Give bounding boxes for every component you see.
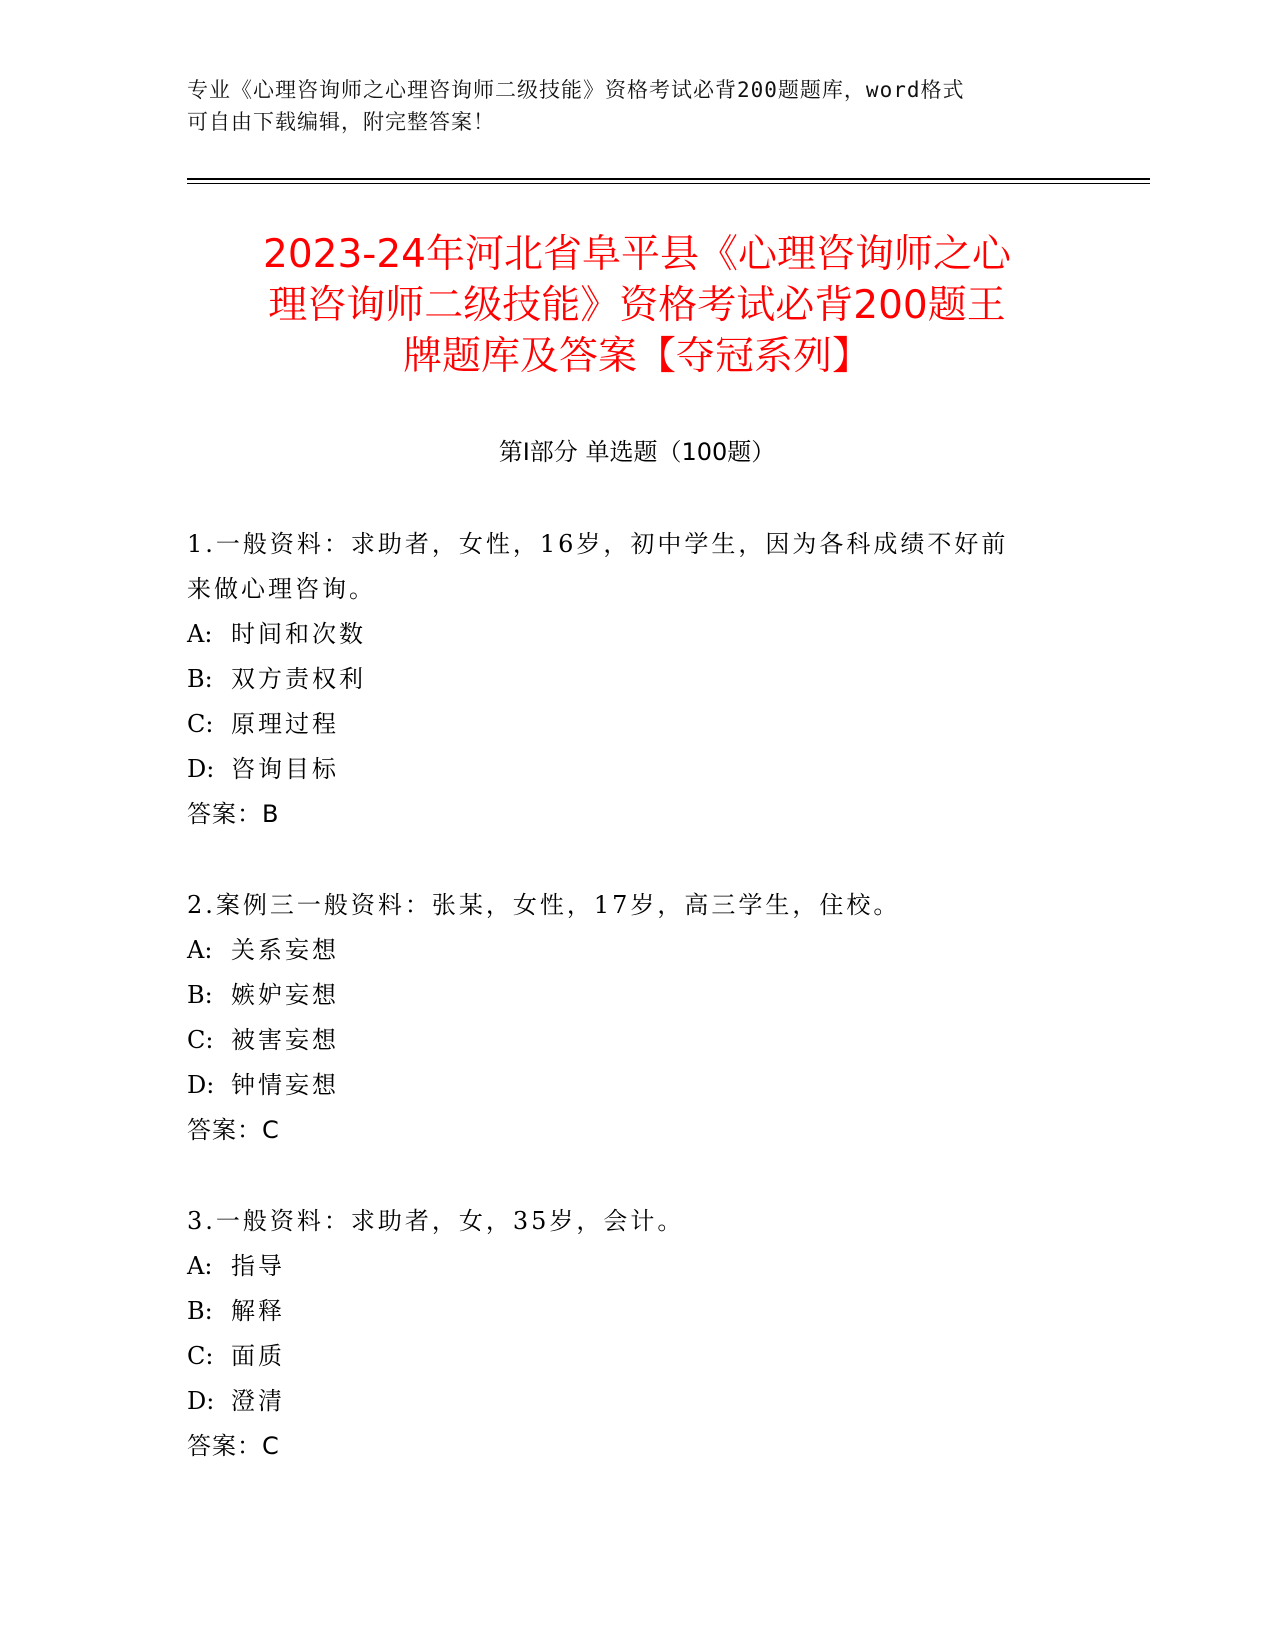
question-stem (187, 1199, 1067, 1244)
answer-line: 答案：B (187, 800, 280, 828)
header-note (187, 74, 1067, 138)
option-d (187, 747, 1067, 792)
question-stem (187, 522, 1067, 612)
option-c (187, 702, 1067, 747)
option-text: 嫉妒妄想 (231, 981, 339, 1009)
header-note-line-2: 可自由下载编辑，附完整答案！ (187, 110, 495, 134)
option-text: 咨询目标 (231, 755, 339, 783)
document-title-line-3: 牌题库及答案【夺冠系列】 (402, 334, 871, 379)
document-title-line-2: 理咨询师二级技能》资格考试必背200题王 (268, 283, 1006, 328)
question-stem-line: 来做心理咨询。 (187, 575, 376, 603)
option-text: 时间和次数 (231, 620, 366, 648)
header-note-line-1: 专业《心理咨询师之心理咨询师二级技能》资格考试必背200题题库，word格式 (187, 78, 965, 102)
option-b (187, 973, 1067, 1018)
question-stem-line: 3.一般资料：求助者，女，35岁，会计。 (187, 1207, 685, 1235)
option-d (187, 1063, 1067, 1108)
option-text: 面质 (231, 1342, 285, 1370)
option-text: 澄清 (231, 1387, 285, 1415)
header-divider-thin (187, 183, 1150, 184)
option-b (187, 657, 1067, 702)
option-b (187, 1289, 1067, 1334)
option-key: B: (187, 981, 213, 1009)
option-text: 原理过程 (231, 710, 339, 738)
section-title: 第Ⅰ部分 单选题（100题） (498, 438, 776, 466)
answer-line: 答案：C (187, 1116, 280, 1144)
option-key: C: (187, 1026, 214, 1054)
question-stem-line: 1.一般资料：求助者，女性，16岁，初中学生，因为各科成绩不好前 (187, 530, 1009, 558)
question-stem (187, 883, 1067, 928)
option-key: A: (187, 1252, 213, 1280)
option-c (187, 1018, 1067, 1063)
answer-line: 答案：C (187, 1432, 280, 1460)
option-key: C: (187, 710, 214, 738)
option-key: A: (187, 936, 213, 964)
question-stem-line: 2.案例三一般资料：张某，女性，17岁，高三学生，住校。 (187, 891, 901, 919)
option-d (187, 1379, 1067, 1424)
option-key: D: (187, 755, 215, 783)
option-key: A: (187, 620, 213, 648)
document-title-line-1: 2023-24年河北省阜平县《心理咨询师之心 (263, 232, 1011, 277)
option-key: B: (187, 1297, 213, 1325)
question-1 (187, 522, 1067, 837)
document-title (187, 229, 1087, 382)
question-3 (187, 1199, 1067, 1469)
option-key: D: (187, 1387, 215, 1415)
option-a (187, 928, 1067, 973)
option-text: 钟情妄想 (231, 1071, 339, 1099)
question-2 (187, 883, 1067, 1153)
option-text: 指导 (231, 1252, 285, 1280)
option-text: 关系妄想 (231, 936, 339, 964)
option-text: 被害妄想 (231, 1026, 339, 1054)
option-a (187, 612, 1067, 657)
option-c (187, 1334, 1067, 1379)
option-text: 解释 (231, 1297, 285, 1325)
option-key: C: (187, 1342, 214, 1370)
option-key: D: (187, 1071, 215, 1099)
option-a (187, 1244, 1067, 1289)
option-key: B: (187, 665, 213, 693)
header-divider-thick (187, 178, 1150, 180)
option-text: 双方责权利 (231, 665, 366, 693)
